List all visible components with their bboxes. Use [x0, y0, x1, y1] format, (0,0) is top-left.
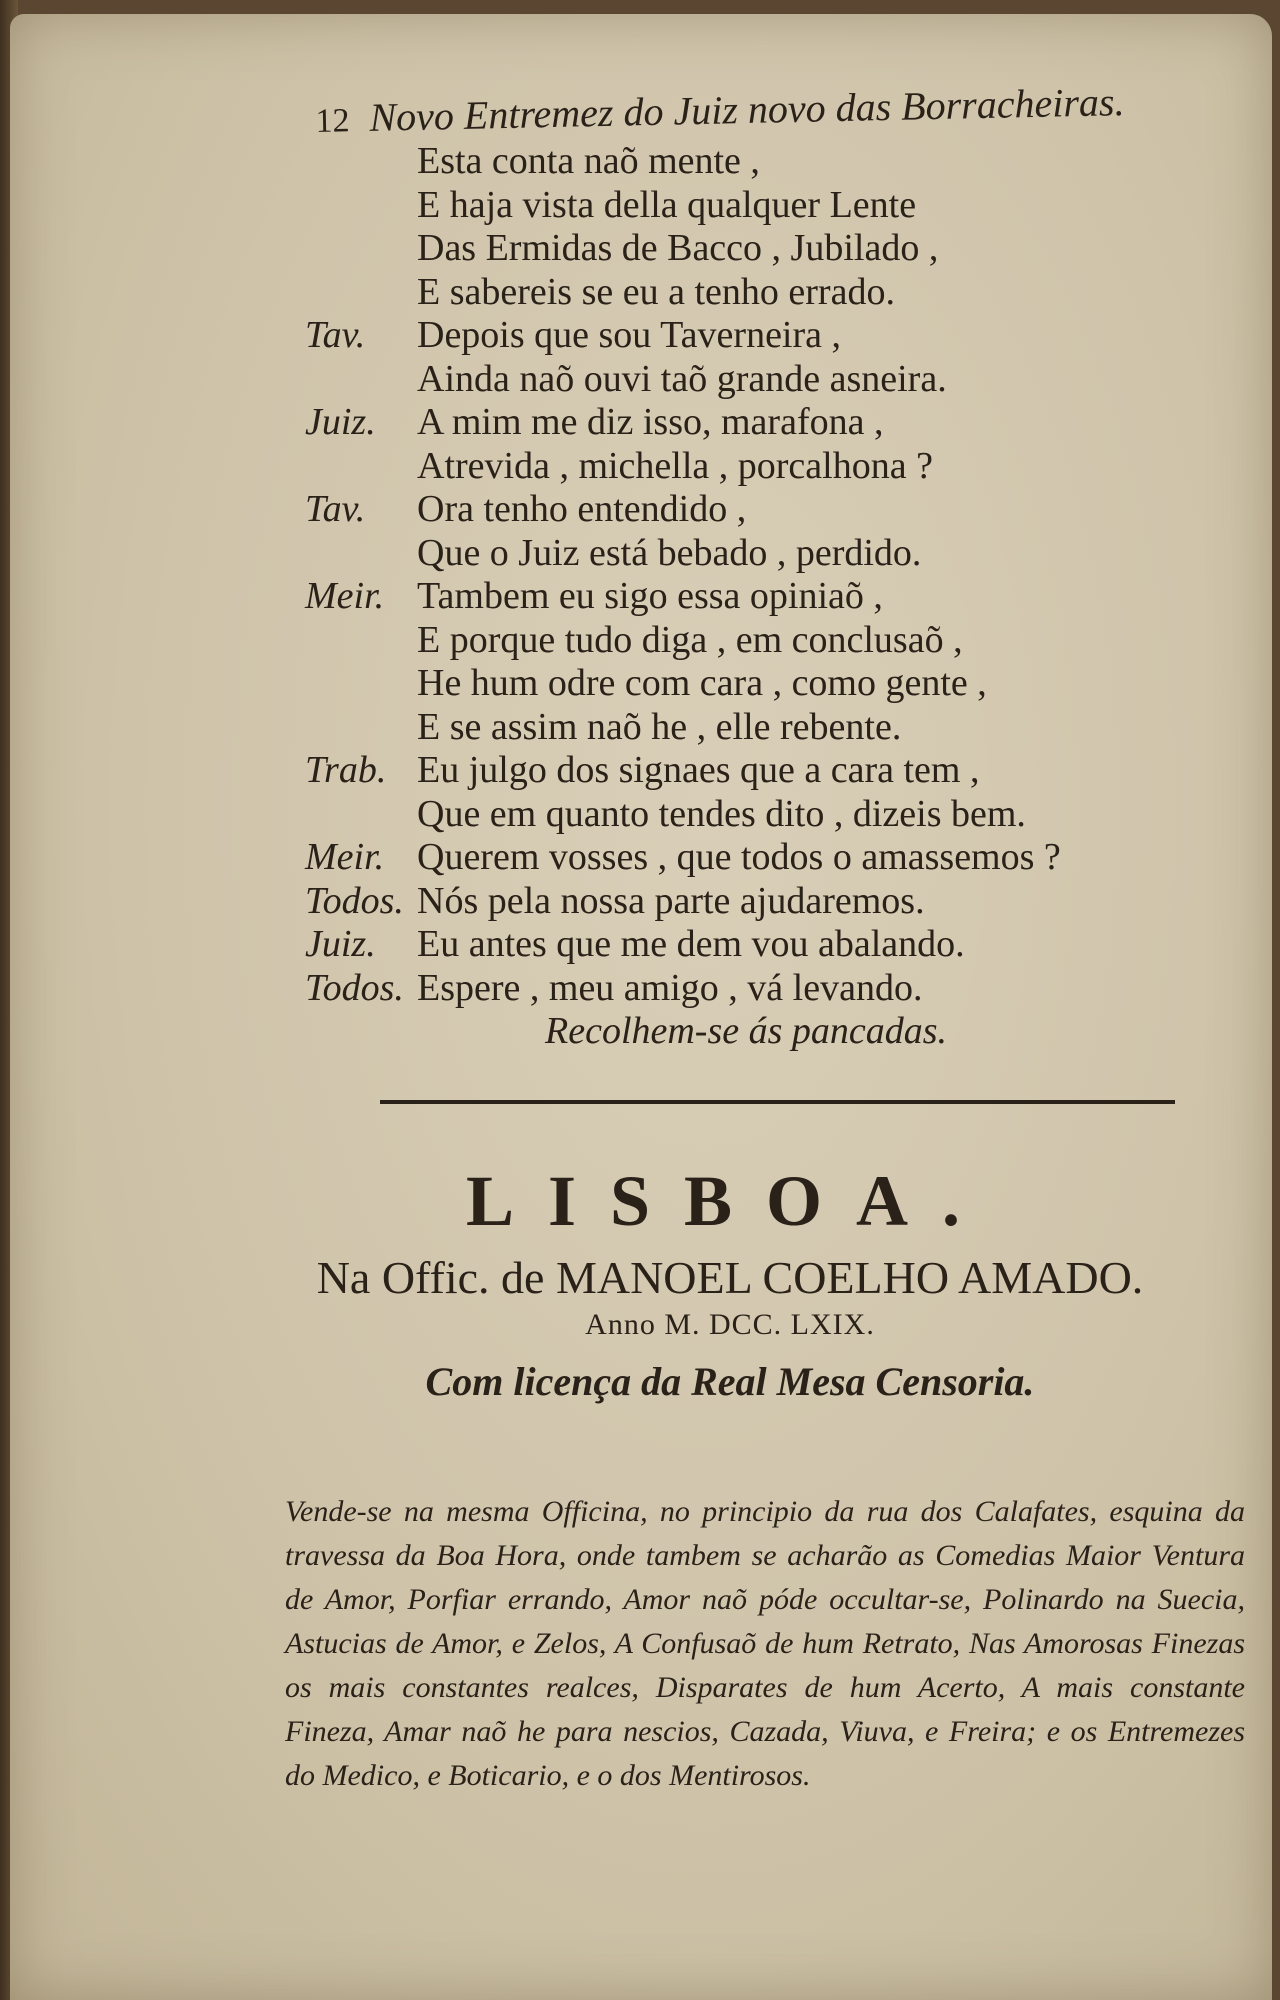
- imprint-year: Anno M. DCC. LXIX.: [585, 1308, 875, 1341]
- verse-text: Depois que sou Taverneira ,: [417, 314, 842, 356]
- verse-text: E sabereis se eu a tenho errado.: [417, 270, 895, 313]
- verse-text: Nós pela nossa parte ajudaremos.: [417, 879, 925, 922]
- verse-line: [305, 532, 1205, 576]
- speaker-label: Tav.: [305, 314, 366, 356]
- speaker-label: [305, 140, 417, 184]
- verse-line: [305, 923, 1205, 967]
- verse-text: Querem vosses , que todos o amassemos ?: [417, 836, 1061, 878]
- speaker-label: [305, 184, 417, 228]
- running-title: Novo Entremez do Juiz novo das Borracheiras.: [369, 79, 1125, 140]
- speaker-label: Todos.: [305, 966, 404, 1009]
- speaker-label: [305, 445, 417, 489]
- verse-line: [305, 619, 1205, 663]
- speaker-label: Trab.: [305, 749, 387, 791]
- speaker-label: [305, 358, 417, 402]
- verse-text: Atrevida , michella , porcalhona ?: [417, 444, 933, 487]
- verse-line: [305, 445, 1205, 489]
- imprint-block: [230, 1150, 1230, 1405]
- verse-text: A mim me diz isso, marafona ,: [417, 401, 884, 443]
- verse-text: Espere , meu amigo , vá levando.: [417, 966, 923, 1009]
- verse-text: Ainda naõ ouvi taõ grande asneira.: [417, 357, 947, 400]
- verse-text: E porque tudo diga , em conclusaõ ,: [417, 618, 963, 661]
- stage-direction: Recolhem-se ás pancadas.: [545, 1010, 948, 1052]
- verse-line: [305, 880, 1205, 924]
- verse-line: [305, 227, 1205, 271]
- speaker-label: [305, 619, 417, 663]
- verse-text: Tambem eu sigo essa opiniaõ ,: [417, 575, 883, 617]
- verse-line: [305, 358, 1205, 402]
- speaker-label: [305, 793, 417, 837]
- speaker-label: [305, 227, 417, 271]
- verse-line: [305, 401, 1205, 445]
- speaker-label: [305, 706, 417, 750]
- verse-text: Que em quanto tendes dito , dizeis bem.: [417, 792, 1026, 835]
- speaker-label: Juiz.: [305, 401, 376, 443]
- speaker-label: [305, 662, 417, 706]
- imprint-licence: Com licença da Real Mesa Censoria.: [425, 1359, 1035, 1404]
- verse-line: [305, 271, 1205, 315]
- verse-line: [305, 662, 1205, 706]
- verse-text: Eu julgo dos signaes que a cara tem ,: [417, 749, 980, 791]
- speaker-label: Tav.: [305, 488, 366, 530]
- verse-text: Esta conta naõ mente ,: [417, 140, 760, 182]
- speaker-label: Meir.: [305, 836, 385, 878]
- imprint-printer: Na Offic. de MANOEL COELHO AMADO.: [316, 1252, 1144, 1303]
- verse-line: [305, 140, 1205, 184]
- speaker-label: [305, 271, 417, 315]
- verse-block: [305, 140, 1205, 1054]
- verse-text: Eu antes que me dem vou abalando.: [417, 923, 965, 965]
- verse-line: [305, 749, 1205, 793]
- speaker-label: [305, 532, 417, 576]
- verse-line: [305, 967, 1205, 1011]
- speaker-label: Juiz.: [305, 923, 376, 965]
- speaker-label: Meir.: [305, 575, 385, 617]
- horizontal-rule: [380, 1100, 1175, 1104]
- verse-text: E haja vista della qualquer Lente: [417, 183, 917, 226]
- verse-line: [305, 706, 1205, 750]
- verse-text: Das Ermidas de Bacco , Jubilado ,: [417, 227, 939, 269]
- verse-line: [305, 488, 1205, 532]
- bookseller-notice: Vende-se na mesma Officina, no principio da rua dos Calafates, esquina da travessa da Boa Hora, onde tambem se acharão as Comedias Maior Ventura de Amor, Porfiar errando, Amor naõ póde occultar-se, Polinardo na Suecia, Astucias de Amor, e Zelos, A Confusaõ de hum Retrato, Nas Amorosas Finezas os mais constantes realces, Disparates de hum Acerto, A mais constante Fineza, Amar naõ he para nescios, Cazada, Viuva, e Freira; e os Entremezes do Medico, e Boticario, e o dos Mentirosos.: [285, 1495, 1245, 1792]
- verse-text: He hum odre com cara , como gente ,: [417, 662, 987, 704]
- verse-text: Ora tenho entendido ,: [417, 488, 747, 530]
- verse-line: [305, 314, 1205, 358]
- imprint-city: LISBOA.: [465, 1161, 995, 1241]
- verse-line: [305, 836, 1205, 880]
- verse-line: [305, 184, 1205, 228]
- verse-line: [305, 575, 1205, 619]
- page-number: 12: [315, 102, 350, 140]
- speaker-label: Todos.: [305, 879, 404, 922]
- verse-line: [305, 793, 1205, 837]
- verse-text: Que o Juiz está bebado , perdido.: [417, 531, 922, 574]
- verse-text: E se assim naõ he , elle rebente.: [417, 705, 902, 748]
